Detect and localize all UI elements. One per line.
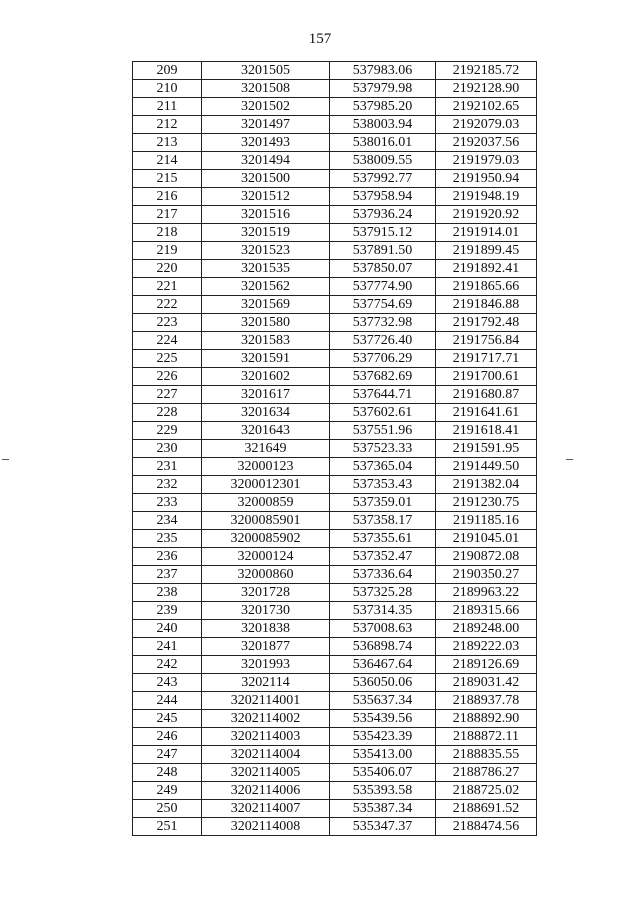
row-index-cell: 229 — [133, 422, 202, 440]
x-coordinate-cell: 537915.12 — [330, 224, 436, 242]
point-id-cell: 3201993 — [202, 656, 330, 674]
row-index-cell: 228 — [133, 404, 202, 422]
table-row — [133, 458, 537, 476]
table-row — [133, 728, 537, 746]
table-row — [133, 548, 537, 566]
y-coordinate-cell: 2191185.16 — [436, 512, 537, 530]
row-index-cell: 220 — [133, 260, 202, 278]
table-row — [133, 620, 537, 638]
row-index-cell: 249 — [133, 782, 202, 800]
table-row — [133, 512, 537, 530]
point-id-cell: 3201591 — [202, 350, 330, 368]
point-id-cell: 3202114 — [202, 674, 330, 692]
table-row — [133, 782, 537, 800]
y-coordinate-cell: 2191641.61 — [436, 404, 537, 422]
row-index-cell: 237 — [133, 566, 202, 584]
point-id-cell: 3200012301 — [202, 476, 330, 494]
row-index-cell: 213 — [133, 134, 202, 152]
x-coordinate-cell: 537365.04 — [330, 458, 436, 476]
point-id-cell: 3201569 — [202, 296, 330, 314]
row-index-cell: 236 — [133, 548, 202, 566]
y-coordinate-cell: 2191756.84 — [436, 332, 537, 350]
y-coordinate-cell: 2191892.41 — [436, 260, 537, 278]
row-index-cell: 218 — [133, 224, 202, 242]
table-row — [133, 422, 537, 440]
table-row — [133, 656, 537, 674]
x-coordinate-cell: 537992.77 — [330, 170, 436, 188]
y-coordinate-cell: 2191045.01 — [436, 530, 537, 548]
table-row — [133, 368, 537, 386]
point-id-cell: 3201505 — [202, 62, 330, 80]
y-coordinate-cell: 2189126.69 — [436, 656, 537, 674]
y-coordinate-cell: 2191382.04 — [436, 476, 537, 494]
table-row — [133, 242, 537, 260]
row-index-cell: 238 — [133, 584, 202, 602]
row-index-cell: 232 — [133, 476, 202, 494]
x-coordinate-cell: 535637.34 — [330, 692, 436, 710]
point-id-cell: 3202114003 — [202, 728, 330, 746]
row-index-cell: 211 — [133, 98, 202, 116]
y-coordinate-cell: 2190872.08 — [436, 548, 537, 566]
x-coordinate-cell: 535439.56 — [330, 710, 436, 728]
table-row — [133, 800, 537, 818]
row-index-cell: 217 — [133, 206, 202, 224]
x-coordinate-cell: 535387.34 — [330, 800, 436, 818]
table-body — [133, 62, 537, 836]
y-coordinate-cell: 2191948.19 — [436, 188, 537, 206]
table-row — [133, 224, 537, 242]
row-index-cell: 233 — [133, 494, 202, 512]
point-id-cell: 3202114008 — [202, 818, 330, 836]
y-coordinate-cell: 2191449.50 — [436, 458, 537, 476]
point-id-cell: 3201643 — [202, 422, 330, 440]
table-row — [133, 152, 537, 170]
x-coordinate-cell: 537358.17 — [330, 512, 436, 530]
y-coordinate-cell: 2191618.41 — [436, 422, 537, 440]
table-row — [133, 170, 537, 188]
point-id-cell: 3201508 — [202, 80, 330, 98]
row-index-cell: 241 — [133, 638, 202, 656]
table-row — [133, 566, 537, 584]
x-coordinate-cell: 537352.47 — [330, 548, 436, 566]
row-index-cell: 234 — [133, 512, 202, 530]
point-id-cell: 3200085902 — [202, 530, 330, 548]
point-id-cell: 3202114002 — [202, 710, 330, 728]
y-coordinate-cell: 2191717.71 — [436, 350, 537, 368]
point-id-cell: 32000860 — [202, 566, 330, 584]
y-coordinate-cell: 2189963.22 — [436, 584, 537, 602]
y-coordinate-cell: 2188474.56 — [436, 818, 537, 836]
row-index-cell: 224 — [133, 332, 202, 350]
x-coordinate-cell: 538003.94 — [330, 116, 436, 134]
point-id-cell: 3201730 — [202, 602, 330, 620]
x-coordinate-cell: 535423.39 — [330, 728, 436, 746]
table-row — [133, 638, 537, 656]
row-index-cell: 223 — [133, 314, 202, 332]
x-coordinate-cell: 535347.37 — [330, 818, 436, 836]
x-coordinate-cell: 537774.90 — [330, 278, 436, 296]
y-coordinate-cell: 2192079.03 — [436, 116, 537, 134]
margin-mark-right — [566, 459, 573, 460]
x-coordinate-cell: 537353.43 — [330, 476, 436, 494]
point-id-cell: 3201877 — [202, 638, 330, 656]
x-coordinate-cell: 537983.06 — [330, 62, 436, 80]
x-coordinate-cell: 537336.64 — [330, 566, 436, 584]
table-row — [133, 584, 537, 602]
y-coordinate-cell: 2192102.65 — [436, 98, 537, 116]
y-coordinate-cell: 2191914.01 — [436, 224, 537, 242]
coordinates-table — [132, 61, 537, 836]
table-row — [133, 98, 537, 116]
y-coordinate-cell: 2191950.94 — [436, 170, 537, 188]
x-coordinate-cell: 537936.24 — [330, 206, 436, 224]
x-coordinate-cell: 535393.58 — [330, 782, 436, 800]
row-index-cell: 222 — [133, 296, 202, 314]
x-coordinate-cell: 536467.64 — [330, 656, 436, 674]
y-coordinate-cell: 2188835.55 — [436, 746, 537, 764]
table-row — [133, 602, 537, 620]
point-id-cell: 32000123 — [202, 458, 330, 476]
row-index-cell: 248 — [133, 764, 202, 782]
point-id-cell: 3201500 — [202, 170, 330, 188]
table-row — [133, 746, 537, 764]
x-coordinate-cell: 538016.01 — [330, 134, 436, 152]
point-id-cell: 3201493 — [202, 134, 330, 152]
point-id-cell: 3201516 — [202, 206, 330, 224]
table-row — [133, 332, 537, 350]
row-index-cell: 212 — [133, 116, 202, 134]
point-id-cell: 3201617 — [202, 386, 330, 404]
y-coordinate-cell: 2191979.03 — [436, 152, 537, 170]
table-row — [133, 80, 537, 98]
table-row — [133, 314, 537, 332]
point-id-cell: 3201562 — [202, 278, 330, 296]
y-coordinate-cell: 2188725.02 — [436, 782, 537, 800]
point-id-cell: 3201519 — [202, 224, 330, 242]
row-index-cell: 239 — [133, 602, 202, 620]
y-coordinate-cell: 2192185.72 — [436, 62, 537, 80]
table-row — [133, 188, 537, 206]
point-id-cell: 3202114001 — [202, 692, 330, 710]
row-index-cell: 243 — [133, 674, 202, 692]
x-coordinate-cell: 537754.69 — [330, 296, 436, 314]
y-coordinate-cell: 2191792.48 — [436, 314, 537, 332]
row-index-cell: 230 — [133, 440, 202, 458]
x-coordinate-cell: 537325.28 — [330, 584, 436, 602]
row-index-cell: 231 — [133, 458, 202, 476]
point-id-cell: 3202114004 — [202, 746, 330, 764]
y-coordinate-cell: 2192037.56 — [436, 134, 537, 152]
point-id-cell: 3201523 — [202, 242, 330, 260]
table-row — [133, 764, 537, 782]
row-index-cell: 244 — [133, 692, 202, 710]
table-row — [133, 818, 537, 836]
row-index-cell: 246 — [133, 728, 202, 746]
table-row — [133, 476, 537, 494]
x-coordinate-cell: 537891.50 — [330, 242, 436, 260]
table-row — [133, 116, 537, 134]
x-coordinate-cell: 537359.01 — [330, 494, 436, 512]
point-id-cell: 32000124 — [202, 548, 330, 566]
x-coordinate-cell: 537314.35 — [330, 602, 436, 620]
point-id-cell: 3202114007 — [202, 800, 330, 818]
point-id-cell: 321649 — [202, 440, 330, 458]
row-index-cell: 219 — [133, 242, 202, 260]
y-coordinate-cell: 2189248.00 — [436, 620, 537, 638]
row-index-cell: 225 — [133, 350, 202, 368]
y-coordinate-cell: 2189222.03 — [436, 638, 537, 656]
x-coordinate-cell: 537523.33 — [330, 440, 436, 458]
point-id-cell: 3201512 — [202, 188, 330, 206]
x-coordinate-cell: 536050.06 — [330, 674, 436, 692]
table-row — [133, 674, 537, 692]
x-coordinate-cell: 537682.69 — [330, 368, 436, 386]
x-coordinate-cell: 535413.00 — [330, 746, 436, 764]
table-row — [133, 404, 537, 422]
x-coordinate-cell: 537850.07 — [330, 260, 436, 278]
row-index-cell: 209 — [133, 62, 202, 80]
row-index-cell: 245 — [133, 710, 202, 728]
table-row — [133, 62, 537, 80]
y-coordinate-cell: 2188786.27 — [436, 764, 537, 782]
table-row — [133, 494, 537, 512]
row-index-cell: 216 — [133, 188, 202, 206]
x-coordinate-cell: 537602.61 — [330, 404, 436, 422]
x-coordinate-cell: 537551.96 — [330, 422, 436, 440]
row-index-cell: 250 — [133, 800, 202, 818]
x-coordinate-cell: 537732.98 — [330, 314, 436, 332]
y-coordinate-cell: 2188892.90 — [436, 710, 537, 728]
x-coordinate-cell: 537355.61 — [330, 530, 436, 548]
point-id-cell: 3201535 — [202, 260, 330, 278]
y-coordinate-cell: 2192128.90 — [436, 80, 537, 98]
table-row — [133, 134, 537, 152]
x-coordinate-cell: 537985.20 — [330, 98, 436, 116]
margin-mark-left — [2, 459, 9, 460]
point-id-cell: 3201494 — [202, 152, 330, 170]
y-coordinate-cell: 2191700.61 — [436, 368, 537, 386]
y-coordinate-cell: 2188937.78 — [436, 692, 537, 710]
x-coordinate-cell: 535406.07 — [330, 764, 436, 782]
y-coordinate-cell: 2189315.66 — [436, 602, 537, 620]
x-coordinate-cell: 536898.74 — [330, 638, 436, 656]
table-row — [133, 206, 537, 224]
y-coordinate-cell: 2191899.45 — [436, 242, 537, 260]
row-index-cell: 235 — [133, 530, 202, 548]
y-coordinate-cell: 2191846.88 — [436, 296, 537, 314]
x-coordinate-cell: 537644.71 — [330, 386, 436, 404]
row-index-cell: 221 — [133, 278, 202, 296]
point-id-cell: 3201502 — [202, 98, 330, 116]
table-row — [133, 440, 537, 458]
row-index-cell: 214 — [133, 152, 202, 170]
y-coordinate-cell: 2191230.75 — [436, 494, 537, 512]
point-id-cell: 3201728 — [202, 584, 330, 602]
y-coordinate-cell: 2188691.52 — [436, 800, 537, 818]
row-index-cell: 240 — [133, 620, 202, 638]
y-coordinate-cell: 2189031.42 — [436, 674, 537, 692]
row-index-cell: 215 — [133, 170, 202, 188]
table-row — [133, 296, 537, 314]
point-id-cell: 3200085901 — [202, 512, 330, 530]
row-index-cell: 226 — [133, 368, 202, 386]
x-coordinate-cell: 537008.63 — [330, 620, 436, 638]
y-coordinate-cell: 2191920.92 — [436, 206, 537, 224]
row-index-cell: 247 — [133, 746, 202, 764]
x-coordinate-cell: 537726.40 — [330, 332, 436, 350]
row-index-cell: 210 — [133, 80, 202, 98]
point-id-cell: 3202114005 — [202, 764, 330, 782]
row-index-cell: 227 — [133, 386, 202, 404]
x-coordinate-cell: 537706.29 — [330, 350, 436, 368]
row-index-cell: 242 — [133, 656, 202, 674]
y-coordinate-cell: 2190350.27 — [436, 566, 537, 584]
x-coordinate-cell: 538009.55 — [330, 152, 436, 170]
table-row — [133, 692, 537, 710]
y-coordinate-cell: 2191591.95 — [436, 440, 537, 458]
table-row — [133, 386, 537, 404]
page-number: 157 — [308, 31, 332, 47]
y-coordinate-cell: 2188872.11 — [436, 728, 537, 746]
y-coordinate-cell: 2191865.66 — [436, 278, 537, 296]
point-id-cell: 3201602 — [202, 368, 330, 386]
x-coordinate-cell: 537979.98 — [330, 80, 436, 98]
point-id-cell: 3202114006 — [202, 782, 330, 800]
point-id-cell: 3201634 — [202, 404, 330, 422]
x-coordinate-cell: 537958.94 — [330, 188, 436, 206]
row-index-cell: 251 — [133, 818, 202, 836]
point-id-cell: 3201583 — [202, 332, 330, 350]
table-row — [133, 260, 537, 278]
point-id-cell: 3201580 — [202, 314, 330, 332]
table-row — [133, 710, 537, 728]
table-row — [133, 350, 537, 368]
y-coordinate-cell: 2191680.87 — [436, 386, 537, 404]
point-id-cell: 3201497 — [202, 116, 330, 134]
point-id-cell: 3201838 — [202, 620, 330, 638]
point-id-cell: 32000859 — [202, 494, 330, 512]
table-row — [133, 278, 537, 296]
table-row — [133, 530, 537, 548]
